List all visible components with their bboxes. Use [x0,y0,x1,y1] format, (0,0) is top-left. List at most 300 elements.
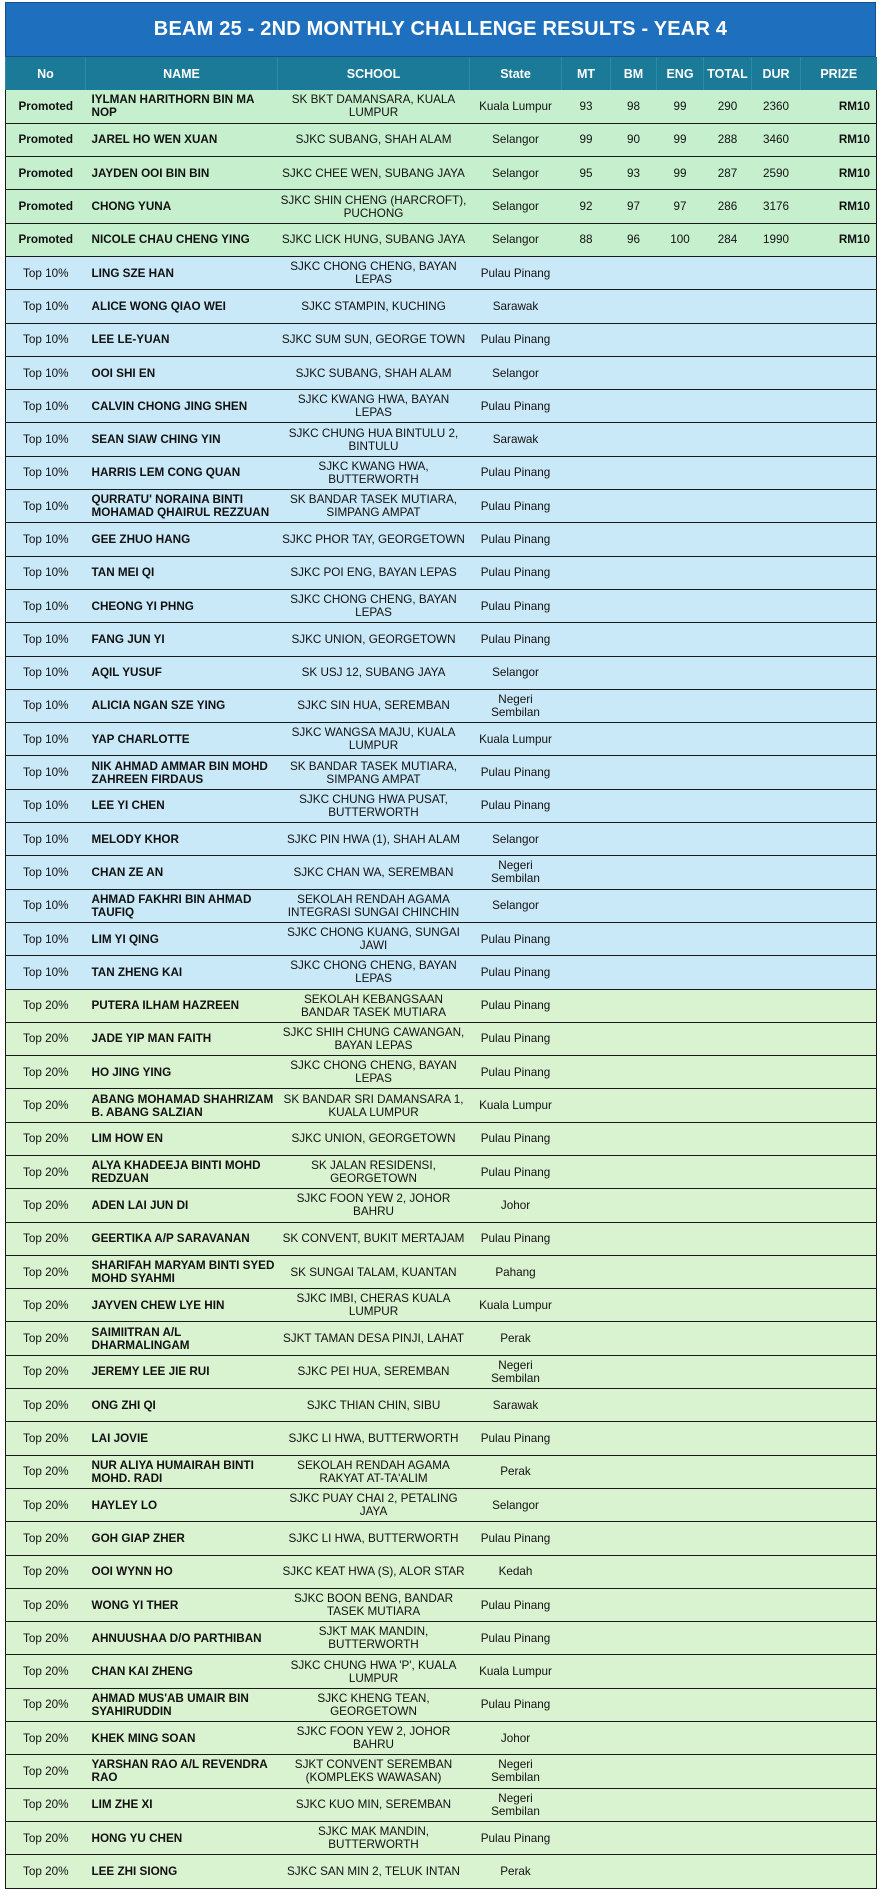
cell-school: SJKT TAMAN DESA PINJI, LAHAT [278,1322,470,1355]
cell-total [704,1089,752,1122]
cell-eng [657,1821,704,1854]
cell-total [704,1422,752,1455]
cell-rank: Top 10% [6,789,86,822]
cell-eng [657,1588,704,1621]
cell-school: SJKC CHONG CHENG, BAYAN LEPAS [278,256,470,289]
cell-school: SJKC SUBANG, SHAH ALAM [278,123,470,156]
cell-mt [562,889,611,922]
cell-rank: Top 10% [6,423,86,456]
cell-dur [752,589,801,622]
cell-prize [801,323,877,356]
column-header-school[interactable]: SCHOOL [278,57,470,90]
cell-mt [562,256,611,289]
table-row [6,1056,877,1089]
cell-rank: Top 20% [6,1722,86,1755]
cell-name: YAP CHARLOTTE [86,723,278,756]
cell-mt [562,1189,611,1222]
cell-school: SK CONVENT, BUKIT MERTAJAM [278,1222,470,1255]
cell-total [704,1555,752,1588]
cell-bm [611,1788,657,1821]
cell-total [704,956,752,989]
cell-total [704,856,752,889]
cell-bm [611,1222,657,1255]
cell-mt [562,1555,611,1588]
cell-state: Kuala Lumpur [470,1289,562,1322]
cell-eng [657,390,704,423]
cell-mt [562,1588,611,1621]
cell-mt [562,1355,611,1388]
cell-state: Negeri Sembilan [470,1755,562,1788]
cell-total [704,1355,752,1388]
cell-total [704,1389,752,1422]
cell-rank: Top 10% [6,490,86,523]
cell-bm [611,1289,657,1322]
cell-mt [562,423,611,456]
cell-dur [752,956,801,989]
cell-bm [611,1189,657,1222]
results-table [5,57,877,1889]
cell-eng [657,256,704,289]
column-header-dur[interactable]: DUR [752,57,801,90]
cell-mt [562,1056,611,1089]
cell-prize [801,689,877,722]
table-row [6,589,877,622]
cell-school: SJKT MAK MANDIN, BUTTERWORTH [278,1622,470,1655]
cell-bm [611,356,657,389]
results-sheet [5,2,876,1889]
cell-total [704,256,752,289]
cell-dur [752,1156,801,1189]
cell-eng [657,1622,704,1655]
cell-state: Sarawak [470,1389,562,1422]
cell-state: Selangor [470,356,562,389]
cell-total: 284 [704,223,752,256]
table-row [6,256,877,289]
cell-prize: RM10 [801,190,877,223]
cell-total [704,523,752,556]
cell-prize [801,623,877,656]
cell-name: LEE ZHI SIONG [86,1855,278,1888]
cell-eng [657,623,704,656]
table-row [6,756,877,789]
cell-bm [611,1355,657,1388]
column-header-state[interactable]: State [470,57,562,90]
cell-total [704,1688,752,1721]
cell-prize: RM10 [801,123,877,156]
cell-state: Sarawak [470,290,562,323]
cell-mt [562,290,611,323]
cell-prize [801,1222,877,1255]
table-row [6,1355,877,1388]
cell-total [704,922,752,955]
cell-eng: 99 [657,123,704,156]
cell-state: Perak [470,1855,562,1888]
cell-rank: Top 20% [6,1655,86,1688]
cell-state: Pulau Pinang [470,490,562,523]
cell-state: Perak [470,1322,562,1355]
cell-school: SJKC UNION, GEORGETOWN [278,623,470,656]
cell-total: 290 [704,90,752,123]
cell-prize [801,490,877,523]
cell-name: ALICIA NGAN SZE YING [86,689,278,722]
cell-total [704,456,752,489]
cell-bm [611,1622,657,1655]
cell-total: 288 [704,123,752,156]
cell-eng [657,956,704,989]
cell-state: Pulau Pinang [470,623,562,656]
cell-state: Pulau Pinang [470,1422,562,1455]
cell-bm [611,1455,657,1488]
cell-state: Pahang [470,1255,562,1288]
cell-mt [562,1455,611,1488]
cell-eng [657,1755,704,1788]
cell-dur [752,556,801,589]
cell-school: SJKC SAN MIN 2, TELUK INTAN [278,1855,470,1888]
table-row [6,1422,877,1455]
cell-mt [562,1488,611,1521]
cell-dur [752,1755,801,1788]
cell-name: ABANG MOHAMAD SHAHRIZAM B. ABANG SALZIAN [86,1089,278,1122]
cell-eng [657,889,704,922]
cell-name: CHONG YUNA [86,190,278,223]
cell-school: SEKOLAH KEBANGSAAN BANDAR TASEK MUTIARA [278,989,470,1022]
cell-bm [611,1655,657,1688]
cell-mt [562,390,611,423]
cell-state: Negeri Sembilan [470,1355,562,1388]
cell-mt: 92 [562,190,611,223]
cell-total [704,1588,752,1621]
cell-bm [611,1089,657,1122]
cell-eng [657,922,704,955]
column-header-eng[interactable]: ENG [657,57,704,90]
cell-mt [562,823,611,856]
cell-eng [657,656,704,689]
cell-prize [801,823,877,856]
cell-rank: Top 10% [6,290,86,323]
table-row [6,1722,877,1755]
cell-bm [611,556,657,589]
table-row [6,1555,877,1588]
cell-dur [752,256,801,289]
cell-eng [657,1488,704,1521]
cell-state: Selangor [470,823,562,856]
cell-name: QURRATU' NORAINA BINTI MOHAMAD QHAIRUL REZZUAN [86,490,278,523]
cell-eng [657,1688,704,1721]
cell-dur [752,456,801,489]
table-row [6,1655,877,1688]
cell-rank: Top 20% [6,1322,86,1355]
cell-state: Pulau Pinang [470,1622,562,1655]
cell-dur [752,1022,801,1055]
cell-prize: RM10 [801,157,877,190]
cell-dur [752,856,801,889]
cell-state: Selangor [470,1488,562,1521]
cell-name: LIM ZHE XI [86,1788,278,1821]
cell-prize [801,1488,877,1521]
table-row [6,623,877,656]
cell-rank: Top 10% [6,390,86,423]
cell-mt [562,1855,611,1888]
cell-school: SJKC THIAN CHIN, SIBU [278,1389,470,1422]
cell-state: Pulau Pinang [470,456,562,489]
cell-dur: 2360 [752,90,801,123]
cell-dur [752,989,801,1022]
cell-eng [657,323,704,356]
cell-bm [611,1755,657,1788]
table-row [6,922,877,955]
cell-total [704,1455,752,1488]
cell-total [704,1322,752,1355]
cell-total [704,290,752,323]
cell-total [704,1522,752,1555]
cell-bm [611,1156,657,1189]
cell-total [704,756,752,789]
table-row [6,390,877,423]
cell-prize [801,589,877,622]
cell-mt [562,989,611,1022]
cell-rank: Promoted [6,90,86,123]
cell-bm [611,689,657,722]
cell-state: Perak [470,1455,562,1488]
column-header-prize[interactable]: PRIZE [801,57,877,90]
cell-school: SJKC CHEE WEN, SUBANG JAYA [278,157,470,190]
cell-state: Johor [470,1722,562,1755]
table-row [6,1855,877,1888]
cell-mt [562,1821,611,1854]
cell-rank: Top 10% [6,256,86,289]
cell-school: SJKC UNION, GEORGETOWN [278,1122,470,1155]
cell-dur: 1990 [752,223,801,256]
cell-name: LIM HOW EN [86,1122,278,1155]
cell-prize [801,1122,877,1155]
cell-school: SJKT CONVENT SEREMBAN (KOMPLEKS WAWASAN) [278,1755,470,1788]
cell-state: Pulau Pinang [470,789,562,822]
cell-name: AHMAD FAKHRI BIN AHMAD TAUFIQ [86,889,278,922]
cell-eng [657,490,704,523]
cell-school: SJKC CHAN WA, SEREMBAN [278,856,470,889]
cell-name: HONG YU CHEN [86,1821,278,1854]
cell-bm [611,456,657,489]
cell-school: SJKC CHUNG HUA BINTULU 2, BINTULU [278,423,470,456]
cell-dur [752,490,801,523]
cell-state: Negeri Sembilan [470,1788,562,1821]
cell-school: SJKC KEAT HWA (S), ALOR STAR [278,1555,470,1588]
cell-name: IYLMAN HARITHORN BIN MA NOP [86,90,278,123]
cell-mt [562,956,611,989]
cell-name: WONG YI THER [86,1588,278,1621]
column-header-total[interactable]: TOTAL [704,57,752,90]
cell-mt [562,1022,611,1055]
cell-mt [562,589,611,622]
cell-state: Pulau Pinang [470,323,562,356]
cell-name: JAYVEN CHEW LYE HIN [86,1289,278,1322]
cell-rank: Top 20% [6,1189,86,1222]
cell-total [704,1855,752,1888]
cell-eng [657,1855,704,1888]
cell-prize [801,1189,877,1222]
cell-prize [801,1389,877,1422]
cell-name: OOI SHI EN [86,356,278,389]
cell-eng [657,989,704,1022]
cell-rank: Top 20% [6,1755,86,1788]
cell-rank: Top 20% [6,1688,86,1721]
cell-prize [801,756,877,789]
cell-eng: 99 [657,157,704,190]
cell-state: Selangor [470,190,562,223]
cell-prize [801,1655,877,1688]
cell-prize: RM10 [801,90,877,123]
cell-school: SJKC LI HWA, BUTTERWORTH [278,1422,470,1455]
cell-state: Pulau Pinang [470,256,562,289]
cell-school: SJKC LI HWA, BUTTERWORTH [278,1522,470,1555]
cell-total: 286 [704,190,752,223]
cell-rank: Top 10% [6,589,86,622]
cell-school: SJKC CHUNG HWA 'P', KUALA LUMPUR [278,1655,470,1688]
cell-state: Kuala Lumpur [470,1655,562,1688]
cell-eng [657,1322,704,1355]
cell-mt [562,1156,611,1189]
cell-total [704,789,752,822]
cell-mt [562,556,611,589]
cell-state: Selangor [470,157,562,190]
cell-dur [752,1522,801,1555]
cell-prize [801,889,877,922]
cell-school: SJKC PUAY CHAI 2, PETALING JAYA [278,1488,470,1521]
cell-rank: Top 20% [6,1389,86,1422]
cell-eng [657,423,704,456]
column-header-no[interactable]: No [6,57,86,90]
table-row [6,689,877,722]
cell-mt [562,1222,611,1255]
column-header-bm[interactable]: BM [611,57,657,90]
cell-bm [611,1022,657,1055]
cell-rank: Top 20% [6,1056,86,1089]
cell-mt [562,789,611,822]
cell-rank: Top 10% [6,723,86,756]
cell-prize [801,356,877,389]
cell-eng [657,1022,704,1055]
cell-dur [752,1422,801,1455]
cell-eng [657,1389,704,1422]
cell-dur [752,1355,801,1388]
cell-dur [752,1722,801,1755]
cell-prize [801,922,877,955]
cell-school: SK JALAN RESIDENSI, GEORGETOWN [278,1156,470,1189]
cell-dur [752,889,801,922]
cell-rank: Top 20% [6,1555,86,1588]
cell-prize [801,723,877,756]
table-row [6,157,877,190]
cell-school: SJKC POI ENG, BAYAN LEPAS [278,556,470,589]
cell-total [704,1655,752,1688]
cell-name: AHMAD MUS'AB UMAIR BIN SYAHIRUDDIN [86,1688,278,1721]
cell-dur [752,323,801,356]
cell-dur [752,1056,801,1089]
cell-school: SK BANDAR SRI DAMANSARA 1, KUALA LUMPUR [278,1089,470,1122]
cell-prize [801,523,877,556]
cell-mt [562,1255,611,1288]
cell-name: TAN MEI QI [86,556,278,589]
cell-eng [657,1222,704,1255]
cell-bm [611,1056,657,1089]
table-row [6,889,877,922]
cell-state: Pulau Pinang [470,390,562,423]
table-row [6,1322,877,1355]
cell-eng [657,723,704,756]
cell-name: LEE LE-YUAN [86,323,278,356]
cell-prize [801,1022,877,1055]
cell-dur [752,523,801,556]
cell-eng: 99 [657,90,704,123]
cell-mt [562,323,611,356]
cell-bm [611,589,657,622]
cell-name: SEAN SIAW CHING YIN [86,423,278,456]
cell-rank: Top 20% [6,1488,86,1521]
cell-prize [801,1255,877,1288]
column-header-name[interactable]: NAME [86,57,278,90]
cell-total [704,356,752,389]
cell-school: SEKOLAH RENDAH AGAMA INTEGRASI SUNGAI CHINCHIN [278,889,470,922]
cell-name: ADEN LAI JUN DI [86,1189,278,1222]
cell-mt [562,1788,611,1821]
cell-name: CHEONG YI PHNG [86,589,278,622]
table-row [6,1156,877,1189]
cell-bm [611,256,657,289]
cell-prize: RM10 [801,223,877,256]
cell-prize [801,1622,877,1655]
cell-dur [752,1555,801,1588]
cell-rank: Top 20% [6,1588,86,1621]
cell-mt [562,656,611,689]
cell-total [704,1821,752,1854]
cell-rank: Top 20% [6,1289,86,1322]
cell-dur [752,390,801,423]
table-row [6,656,877,689]
cell-mt [562,1389,611,1422]
cell-mt [562,456,611,489]
cell-prize [801,456,877,489]
cell-state: Pulau Pinang [470,1821,562,1854]
cell-name: OOI WYNN HO [86,1555,278,1588]
column-header-mt[interactable]: MT [562,57,611,90]
cell-school: SJKC CHONG CHENG, BAYAN LEPAS [278,1056,470,1089]
cell-dur [752,1655,801,1688]
cell-eng [657,1355,704,1388]
cell-mt [562,1688,611,1721]
table-row [6,123,877,156]
cell-name: HAYLEY LO [86,1488,278,1521]
page-title: BEAM 25 - 2ND MONTHLY CHALLENGE RESULTS - YEAR 4 [5,2,876,57]
cell-mt [562,1089,611,1122]
cell-name: ONG ZHI QI [86,1389,278,1422]
cell-state: Pulau Pinang [470,756,562,789]
cell-bm [611,656,657,689]
cell-prize [801,989,877,1022]
cell-bm [611,1522,657,1555]
cell-prize [801,1522,877,1555]
table-row [6,1688,877,1721]
cell-dur [752,423,801,456]
cell-eng [657,1156,704,1189]
table-row [6,1522,877,1555]
cell-name: PUTERA ILHAM HAZREEN [86,989,278,1022]
cell-dur [752,922,801,955]
cell-total [704,390,752,423]
cell-eng: 100 [657,223,704,256]
table-row [6,989,877,1022]
cell-prize [801,789,877,822]
table-row [6,1089,877,1122]
